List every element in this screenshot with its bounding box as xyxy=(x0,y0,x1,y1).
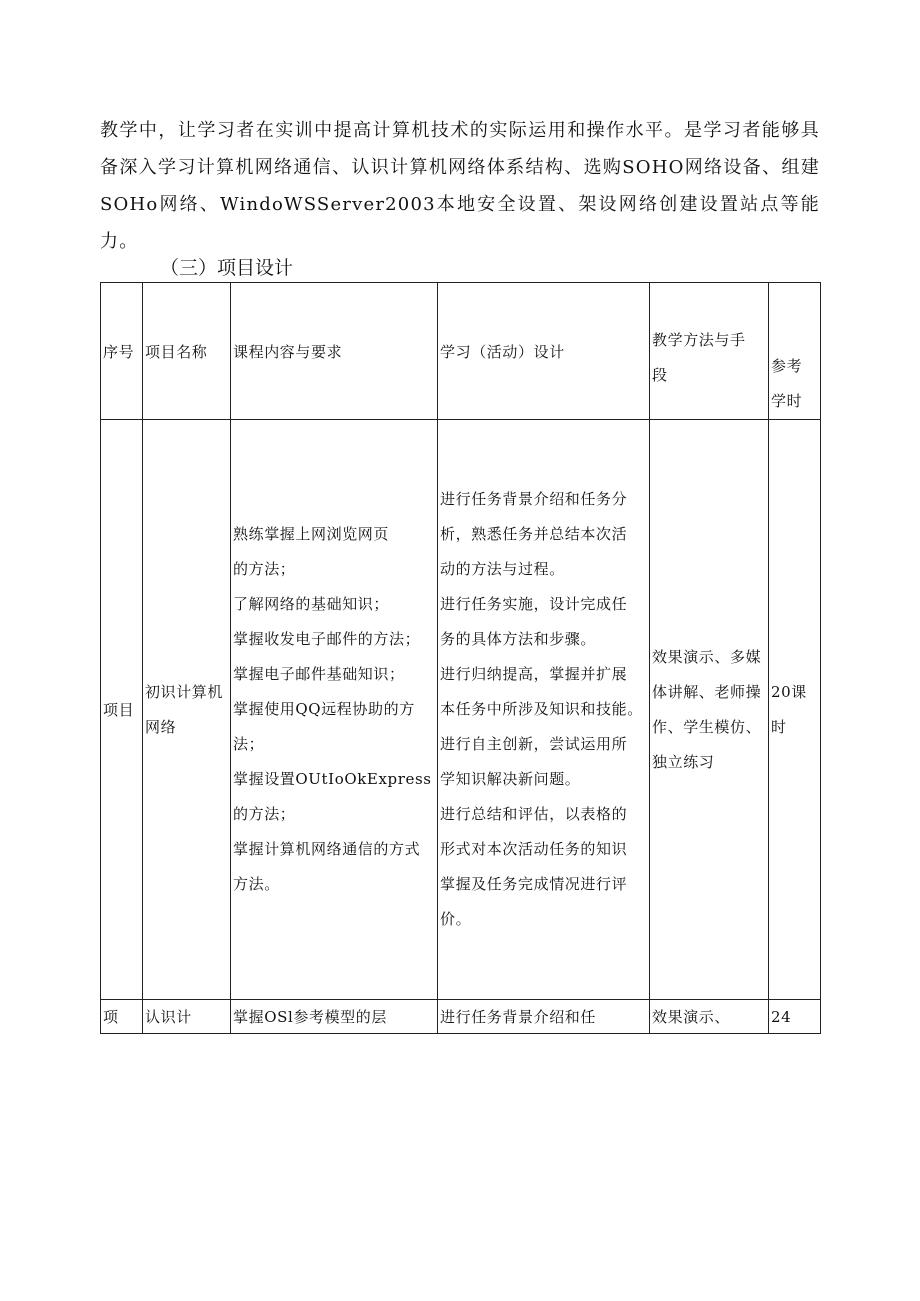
row2-seq: 项 xyxy=(101,1000,143,1034)
table-header-row xyxy=(101,283,821,420)
row1-hours-line: 20课 xyxy=(771,682,807,701)
project-design-table xyxy=(100,282,821,1034)
row1-activity xyxy=(438,420,650,1000)
row2-content: 掌握OSl参考模型的层 xyxy=(231,1000,438,1034)
row1-activity-line: 学知识解决新问题。 xyxy=(440,770,581,788)
row1-method-line: 独立练习 xyxy=(652,752,715,771)
row1-activity-line: 进行归纳提高，掌握并扩展 xyxy=(440,665,628,683)
row1-activity-line: 本任务中所涉及知识和技能。 xyxy=(440,700,643,718)
row1-activity-line: 价。 xyxy=(440,910,472,928)
row1-hours xyxy=(769,420,821,1000)
row1-content-line: 法； xyxy=(233,735,265,753)
header-method-line: 段 xyxy=(652,366,668,384)
row1-activity-line: 形式对本次活动任务的知识 xyxy=(440,840,628,858)
row1-name xyxy=(143,420,231,1000)
row1-content-line: 方法。 xyxy=(233,875,280,893)
table-row xyxy=(101,420,821,1000)
row1-activity-line: 掌握及任务完成情况进行评 xyxy=(440,875,628,893)
header-hours-line: 学时 xyxy=(771,392,803,410)
header-hours xyxy=(769,283,821,420)
header-name: 项目名称 xyxy=(143,283,231,420)
row1-content-line: 掌握电子邮件基础知识； xyxy=(233,665,405,683)
row1-content-line: 的方法； xyxy=(233,805,296,823)
row1-method-line: 体讲解、老师操 xyxy=(652,682,762,701)
row1-method xyxy=(650,420,769,1000)
header-seq: 序号 xyxy=(101,283,143,420)
row2-hours: 24 xyxy=(769,1000,821,1034)
header-content: 课程内容与要求 xyxy=(231,283,438,420)
row1-activity-line: 进行总结和评估，以表格的 xyxy=(440,805,628,823)
table-row xyxy=(101,1000,821,1034)
row1-content-line: 熟练掌握上网浏览网页 xyxy=(233,525,390,543)
row1-content-line: 了解网络的基础知识； xyxy=(233,595,390,613)
row1-method-line: 效果演示、多媒 xyxy=(652,647,762,666)
row1-content-line: 掌握设置OUtIoOkExpress xyxy=(233,770,432,788)
row1-activity-line: 进行任务背景介绍和任务分 xyxy=(440,490,628,508)
row1-content-line: 掌握使用QQ远程协助的方 xyxy=(233,700,415,718)
row1-hours-line: 时 xyxy=(771,717,787,736)
header-hours-line: 参考 xyxy=(771,357,803,375)
header-activity: 学习（活动）设计 xyxy=(438,283,650,420)
row1-content-line: 掌握计算机网络通信的方式 xyxy=(233,840,421,858)
row1-activity-line: 进行自主创新，尝试运用所 xyxy=(440,735,628,753)
section-heading: （三）项目设计 xyxy=(160,257,294,279)
row2-activity: 进行任务背景介绍和任 xyxy=(438,1000,650,1034)
header-method xyxy=(650,283,769,420)
row1-name-line: 初识计算机 xyxy=(145,682,224,701)
row1-activity-line: 进行任务实施，设计完成任 xyxy=(440,595,628,613)
row1-name-line: 网络 xyxy=(145,717,177,736)
row1-activity-line: 动的方法与过程。 xyxy=(440,560,565,578)
row1-method-line: 作、学生模仿、 xyxy=(652,717,762,736)
row1-seq: 项目 xyxy=(101,420,143,1000)
row2-method: 效果演示、 xyxy=(650,1000,769,1034)
intro-paragraph: 教学中，让学习者在实训中提高计算机技术的实际运用和操作水平。是学习者能够具备深入学习计算机网络通信、认识计算机网络体系结构、选购SOHO网络设备、组建SOHo网络、WindoWSServer2003本地安全设置、架设网络创建设置站点等能力。 xyxy=(100,120,820,252)
row1-activity-line: 务的具体方法和步骤。 xyxy=(440,630,597,648)
header-method-line: 教学方法与手 xyxy=(652,331,746,349)
row1-content xyxy=(231,420,438,1000)
row1-content-line: 的方法； xyxy=(233,560,296,578)
row1-content-line: 掌握收发电子邮件的方法； xyxy=(233,630,421,648)
row1-activity-line: 析，熟悉任务并总结本次活 xyxy=(440,525,628,543)
row2-name: 认识计 xyxy=(143,1000,231,1034)
